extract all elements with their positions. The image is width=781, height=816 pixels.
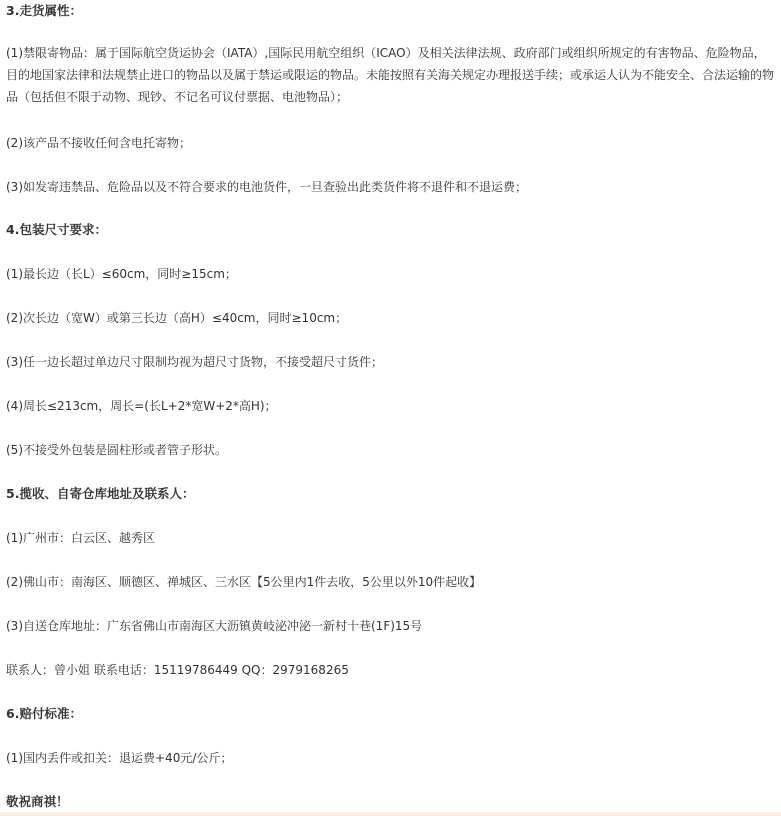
section-6-item-1: (1)国内丢件或扣关：退运费+40元/公斤； — [6, 751, 233, 765]
contact-info: 联系人：曾小姐 联系电话：15119786449 QQ：2979168265 — [6, 663, 349, 677]
section-3-title: 3.走货属性： — [6, 3, 82, 18]
section-5-item-2: (2)佛山市：南海区、顺德区、禅城区、三水区【5公里内1件去收，5公里以外10件起收】 — [6, 575, 482, 589]
section-3-item-3: (3)如发寄违禁品、危险品以及不符合要求的电池货件，一旦查验出此类货件将不退件和不退运费； — [6, 180, 528, 194]
section-4-title: 4.包装尺寸要求： — [6, 222, 107, 237]
section-4-item-1: (1)最长边（长L）≤60cm，同时≥15cm； — [6, 267, 237, 281]
section-3-item-2: (2)该产品不接收任何含电托寄物； — [6, 136, 191, 150]
section-5-title: 5.揽收、自寄仓库地址及联系人： — [6, 486, 195, 501]
section-4-item-4: (4)周长≤213cm，周长=(长L+2*宽W+2*高H)； — [6, 399, 277, 413]
section-3-item-1: (1)禁限寄物品：属于国际航空货运协会（IATA）,国际民用航空组织（ICAO）及相关法律法规、政府部门或组织所规定的有害物品、危险物品，目的地国家法律和法规禁止进口的物品以及属于禁运或限运的物品。未能按照有关海关规定办理报送手续；或承运人认为不能安全、合法运输的物品（包括但不限于动物、现钞、不记名可议付票据、电池物品）； — [6, 46, 775, 104]
section-4-item-2: (2)次长边（宽W）或第三长边（高H）≤40cm，同时≥10cm； — [6, 311, 348, 325]
bottom-divider — [0, 812, 781, 816]
closing-text: 敬祝商祺！ — [6, 794, 69, 809]
section-5-item-1: (1)广州市：白云区、越秀区 — [6, 531, 155, 545]
section-6-title: 6.赔付标准： — [6, 706, 82, 721]
section-5-item-3: (3)自送仓库地址：广东省佛山市南海区大沥镇黄岐泌冲泌一新村十巷(1F)15号 — [6, 619, 423, 633]
section-4-item-5: (5)不接受外包装是圆柱形或者管子形状。 — [6, 443, 227, 457]
section-4-item-3: (3)任一边长超过单边尺寸限制均视为超尺寸货物，不接受超尺寸货件； — [6, 355, 384, 369]
